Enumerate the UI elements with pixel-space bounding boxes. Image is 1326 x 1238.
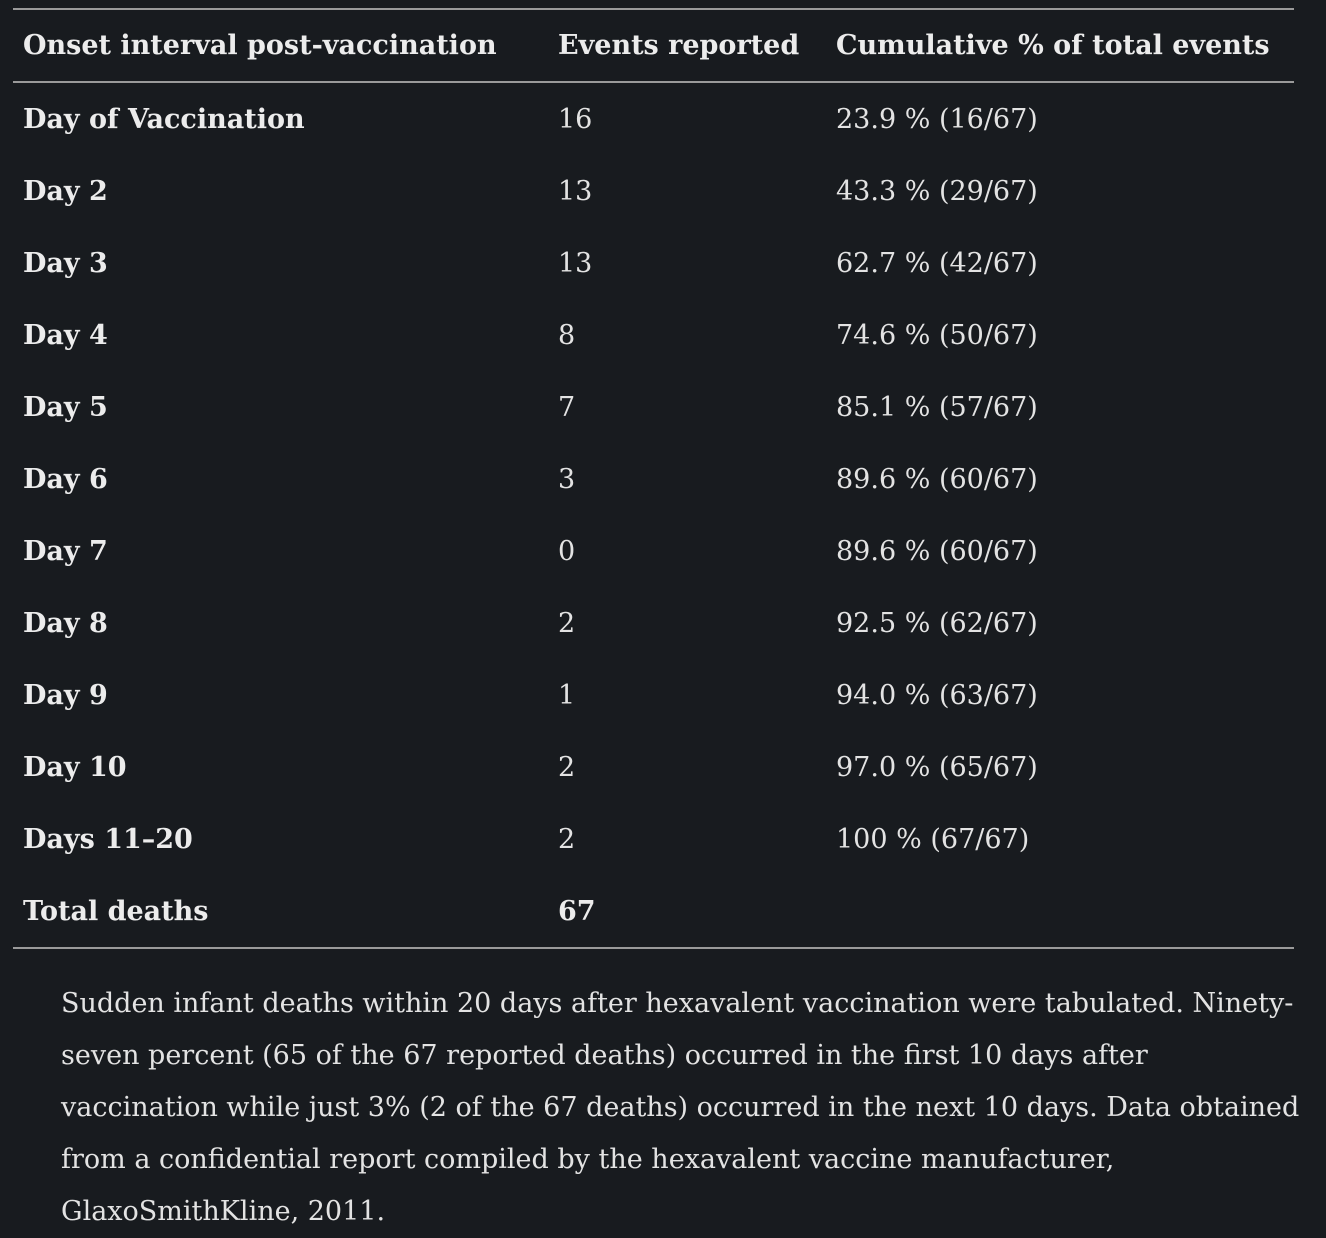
total-label: Total deaths	[23, 895, 209, 927]
row-cumulative: 92.5 % (62/67)	[836, 607, 1038, 639]
total-events: 67	[558, 895, 596, 927]
table-row	[13, 371, 1294, 443]
row-cumulative: 43.3 % (29/67)	[836, 175, 1038, 207]
row-events: 2	[558, 607, 576, 639]
row-interval: Day 7	[23, 535, 108, 567]
table-body	[13, 82, 1294, 948]
row-interval: Day 6	[23, 463, 108, 495]
table-row	[13, 443, 1294, 515]
table-row	[13, 803, 1294, 875]
row-interval: Day 3	[23, 247, 108, 279]
row-events: 13	[558, 175, 593, 207]
header-onset-interval: Onset interval post-vaccination	[23, 30, 497, 61]
table-row	[13, 299, 1294, 371]
total-row	[13, 875, 1294, 948]
onset-interval-table	[13, 8, 1294, 949]
table-row	[13, 155, 1294, 227]
row-cumulative: 89.6 % (60/67)	[836, 535, 1038, 567]
row-cumulative: 89.6 % (60/67)	[836, 463, 1038, 495]
table-row	[13, 515, 1294, 587]
table-row	[13, 659, 1294, 731]
row-events: 13	[558, 247, 593, 279]
row-interval: Day 9	[23, 679, 108, 711]
header-cumulative-percent: Cumulative % of total events	[836, 30, 1270, 61]
table-row	[13, 227, 1294, 299]
row-interval: Day 10	[23, 751, 127, 783]
row-cumulative: 74.6 % (50/67)	[836, 319, 1038, 351]
row-interval: Day 2	[23, 175, 108, 207]
header-row	[13, 9, 1294, 82]
row-cumulative: 100 % (67/67)	[836, 823, 1030, 855]
row-interval: Day 8	[23, 607, 108, 639]
row-interval: Day 4	[23, 319, 108, 351]
total-cumulative-empty	[826, 875, 1294, 948]
row-cumulative: 62.7 % (42/67)	[836, 247, 1038, 279]
row-events: 2	[558, 823, 576, 855]
header-events-reported: Events reported	[558, 30, 800, 61]
data-table-container	[13, 8, 1294, 949]
row-events: 7	[558, 391, 576, 423]
table-row	[13, 82, 1294, 155]
row-interval: Day 5	[23, 391, 108, 423]
row-events: 3	[558, 463, 576, 495]
table-row	[13, 587, 1294, 659]
row-events: 1	[558, 679, 576, 711]
row-events: 2	[558, 751, 576, 783]
row-cumulative: 85.1 % (57/67)	[836, 391, 1038, 423]
row-events: 0	[558, 535, 576, 567]
table-header	[13, 9, 1294, 82]
row-events: 16	[558, 103, 593, 135]
row-interval: Days 11–20	[23, 823, 193, 855]
table-row	[13, 731, 1294, 803]
row-events: 8	[558, 319, 576, 351]
row-cumulative: 94.0 % (63/67)	[836, 679, 1038, 711]
row-cumulative: 23.9 % (16/67)	[836, 103, 1038, 135]
row-cumulative: 97.0 % (65/67)	[836, 751, 1038, 783]
row-interval: Day of Vaccination	[23, 103, 305, 135]
table-caption: Sudden infant deaths within 20 days after hexavalent vaccination were tabulated. Ninety-seven percent (65 of the 67 reported deaths) occurred in the first 10 days after vaccination while just 3% (2 of the 67 deaths) occurred in the next 10 days. Data obtained from a confidential report compiled by the hexavalent vaccine manufacturer, GlaxoSmithKline, 2011.	[61, 988, 1300, 1227]
